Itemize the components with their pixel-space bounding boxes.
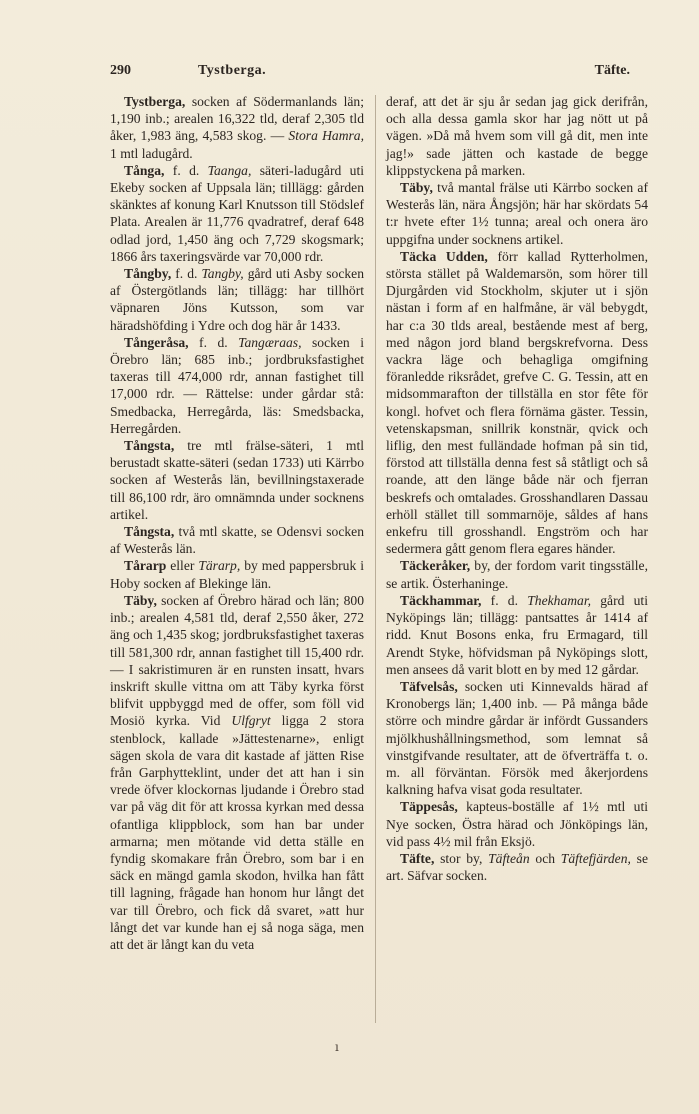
headword: Täby, [124,592,157,608]
headword: Täfte, [400,850,435,866]
entry-italic: Stora Hamra, [288,128,364,144]
entry-italic: Thekhamar, [527,592,592,608]
entry-tanga [110,162,364,265]
entry-tangby [110,265,364,334]
entry-taby-karrbo [386,179,648,248]
left-column [110,93,364,953]
entry-text: socken af Örebro härad och län; 800 inb.; arealen 4,581 tld, deraf 2,550 åker, 272 äng och 1,435 skog; jordbruksfastighet taxeras till 581,300 rdr, annan fastighet till 15,400 rdr. — I sakristimuren är en runsten insatt, hvars inskrift skulle vittna om att Täby kyrka först blifvit uppbyggd med de offer, som föll vid Mosiö kyrka. Vid [110,592,364,729]
entry-tystberga [110,93,364,162]
entry-text-tail: gård uti Nyköpings län; tillägg: pantsattes år 1414 af ridd. Knut Bosons enka, fru Ermagard, till Arendt Styke, höfvidsman på Nyköpings slott, men ansees då varit blott en by med 12 gårdar. [386,592,648,677]
entry-taby [110,592,364,953]
entry-tackeraker [386,557,648,591]
headword: Tånga, [124,162,165,178]
entry-tacka-udden [386,248,648,558]
entry-italic-2: Täftefjärden, [560,850,631,866]
running-head-left: Tystberga. [198,63,267,78]
entry-italic: Ulfgryt [231,713,271,729]
entry-italic: Tangby, [201,266,244,282]
headword: Täcka Udden, [400,248,488,264]
right-column [386,93,648,884]
headword: Tårarp [124,558,167,574]
entry-tangsta-1 [110,437,364,523]
column-divider [375,95,376,1023]
entry-italic: Taanga, [207,162,252,178]
entry-text-tail: säteri-ladugård uti Ekeby socken af Uppsala län; tilllägg: gården skänktes af konung Karl Knutsson till Stödslef Plata. Arealen är 11,776 qvadratref, deraf 648 odlad jord, 1,450 äng och 7,729 skogsmark; 1866 års taxeringsvärde var 70,000 rdr. [110,162,364,264]
entry-text: f. d. [171,266,202,282]
headword: Täfvelsås, [400,678,458,694]
entry-text: socken uti Kinnevalds härad af Kronobergs län; 1,400 inb. — På många både större och mindre gårdar är infördt Gussanders mjölkhushållningsmethod, som lemnat så vinstgifvande resultater, att de öfverträffa t. o. m. all förväntan. Försök med åkerjordens kalkning hafva visat goda resultater. [386,678,648,798]
entry-italic: Tärarp, [198,558,241,574]
entry-text-tail: 1 mtl ladugård. [110,145,193,161]
entry-text: f. d. [481,592,528,608]
entry-tappesas [386,798,648,850]
entry-italic: Tangæraas, [238,334,302,350]
footer-mark: ı [335,1040,339,1054]
entry-italic: Täfteån [488,850,530,866]
entry-text-tail-2: se art. Säfvar socken. [386,850,648,884]
entry-text: tre mtl frälse-säteri, 1 mtl berustadt skatte-säteri (sedan 1733) uti Kärrbo socken af Westerås län, bevillningstaxerade till 86,100 rdr, äro omnämnda under socknens artikel. [110,438,364,522]
entry-text-tail: ligga 2 stora stenblock, kallade »Jättestenarne», enligt sägen skola de vara dit kastade af jätten Rise från Garphytteklint, under det att han i sin vrede öfver klockornas ljudande i Örebro stad var på väg dit för att krossa kyrkan med dessa ofantliga klippblock, som han bar under armarna; men mötande vid detta ställe en fyndig skomakare från Örebro, som bar i en säck en mängd gamla skodon, hvilka han fått till lagning, frågade han honom hur långt det var till Örebro, och fick då svaret, »att hur långt det var kunde han ej så noga säga, men att det är långt kan du veta [110,713,364,952]
entry-text: kapteus-boställe af 1½ mtl uti Nye socken, Östra härad och Jönköpings län, vid pass 4½ mil från Eksjö. [386,799,648,849]
entry-text: två mtl skatte, se Odensvi socken af Westerås län. [110,524,364,557]
entry-text: eller [166,558,199,574]
page-header [110,63,630,83]
entry-text: f. d. [188,334,239,350]
entry-text-tail: by med pappersbruk i Hoby socken af Blekinge län. [110,558,364,591]
entry-text: två mantal frälse uti Kärrbo socken af Westerås län, nära Ångsjön; här har skördats 54 t:r hvete efter 1½ tunna; areal och onera äro uppgifna under socknens artikel. [386,180,648,247]
entry-text: socken af Södermanlands län; 1,190 inb.; arealen 16,322 tld, deraf 2,305 tld åker, 1,983 äng, 4,583 skog. — [110,94,364,144]
running-head-right: Täfte. [594,63,630,78]
entry-tafvelsas [386,678,648,798]
headword: Tångeråsa, [124,334,189,350]
entry-tararp [110,557,364,591]
headword: Täckhammar, [400,592,482,608]
entry-text-tail: socken i Örebro län; 685 inb.; jordbruksfastighet taxeras till 474,000 rdr, annan fastighet till 17,000 rdr. — Rättelse: under gårdar stå: Smedbacka, Herregårda, läs: Smedsbacka, Herregården. [110,334,364,436]
page-number: 290 [110,63,131,78]
headword: Täckeråker, [400,558,471,574]
entry-text: f. d. [164,162,208,178]
entry-tangsta-2 [110,523,364,557]
entry-text-tail: och [529,850,561,866]
entry-tafte [386,850,648,884]
headword: Tystberga, [124,94,186,109]
headword: Tångsta, [124,524,175,540]
entry-tackhammar [386,592,648,678]
entry-text: förr kallad Rytterholmen, största stället på Waldemarsön, som hörer till Djurgården vid Stockholm, skjuter ut i sjön nästan i form af en halfmåne, är väl bebygdt, har c:a 30 tlds areal, bestående mest af berg, med någon jord bland bergskrefvorna. Dess vackra läge och behagliga omgifning föranledde riksrådet, grefve C. G. Tessin, att en midsommarafton der tillställa en stor fête för kongl. hofvet och flera förnäma gäster. Tessin, vetenskapsman, snillrik konstnär, qvick och liflig, den mest fulländade hofman på sin tid, förstod att tillställa denna fest så ståtligt och så roande, att den länge både när och fjerran beskrefs och omtalades. Grosshandlaren Dassau erhöll stället till sommarnöje, såldes af hans enkefru till grosshandl. Engström och har sedermera gått genom flera egares händer. [386,248,648,557]
headword: Tångby, [124,266,172,282]
entry-tangerasa [110,334,364,437]
entry-text: by, der fordom varit tingsställe, se artik. Österhaninge. [386,558,648,591]
entry-text-tail: gård uti Asby socken af Östergötlands län; tillägg: har tillhört väpnaren Jöns Kutsson, som var häradshöfding i Ydre och dog här år 1433. [110,266,364,333]
headword: Tångsta, [124,438,175,454]
entry-text: deraf, att det är sju år sedan jag gick derifrån, och alla dessa gamla skor har jag nött ut på vägen. »Då må hvem som vill gå dit, men inte jag!» sade jätten och kastade de begge klippstyckena på marken. [386,94,648,178]
entry-continuation [386,93,648,179]
entry-text: stor by, [434,850,489,866]
headword: Täppesås, [400,799,458,815]
headword: Täby, [400,180,433,196]
